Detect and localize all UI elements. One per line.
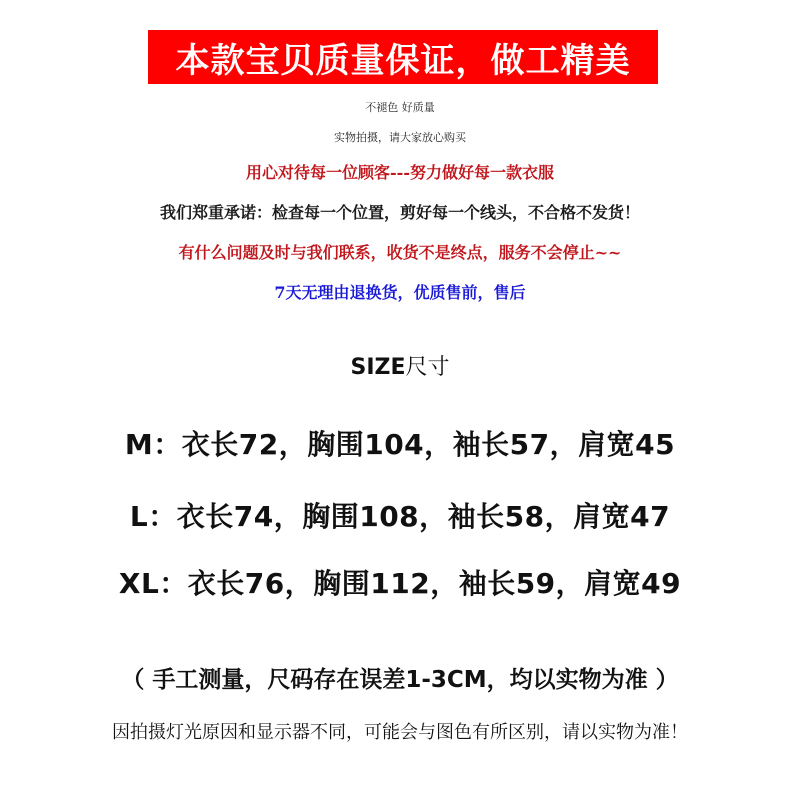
size-heading-latin: SIZE [350, 355, 406, 380]
quality-banner-text: 本款宝贝质量保证，做工精美 [175, 40, 631, 81]
size-row-xl: XL：衣长76，胸围112，袖长59，肩宽49 [118, 567, 682, 600]
promo-line-contact: 有什么问题及时与我们联系，收货不是终点，服务不会停止~~ [178, 243, 622, 262]
measurement-note: （ 手工测量，尺码存在误差1-3CM，均以实物为准 ） [121, 667, 679, 693]
promo-line-no-fade: 不褪色 好质量 [365, 101, 435, 114]
size-heading-cn: 尺寸 [405, 355, 450, 380]
promo-line-return-policy: 7天无理由退换货，优质售前，售后 [274, 283, 526, 302]
size-row-l: L：衣长74，胸围108，袖长58，肩宽47 [129, 500, 671, 533]
color-disclaimer: 因拍摄灯光原因和显示器不同，可能会与图色有所区别，请以实物为准！ [112, 722, 688, 743]
promo-line-real-photo: 实物拍摄，请大家放心购买 [334, 131, 466, 144]
promo-line-promise: 我们郑重承诺：检查每一个位置，剪好每一个线头，不合格不发货！ [159, 203, 640, 222]
promo-line-customer-care: 用心对待每一位顾客---努力做好每一款衣服 [246, 163, 554, 182]
quality-banner [148, 30, 658, 84]
size-row-m: M：衣长72，胸围104，袖长57，肩宽45 [124, 428, 676, 461]
size-heading [0, 350, 800, 381]
